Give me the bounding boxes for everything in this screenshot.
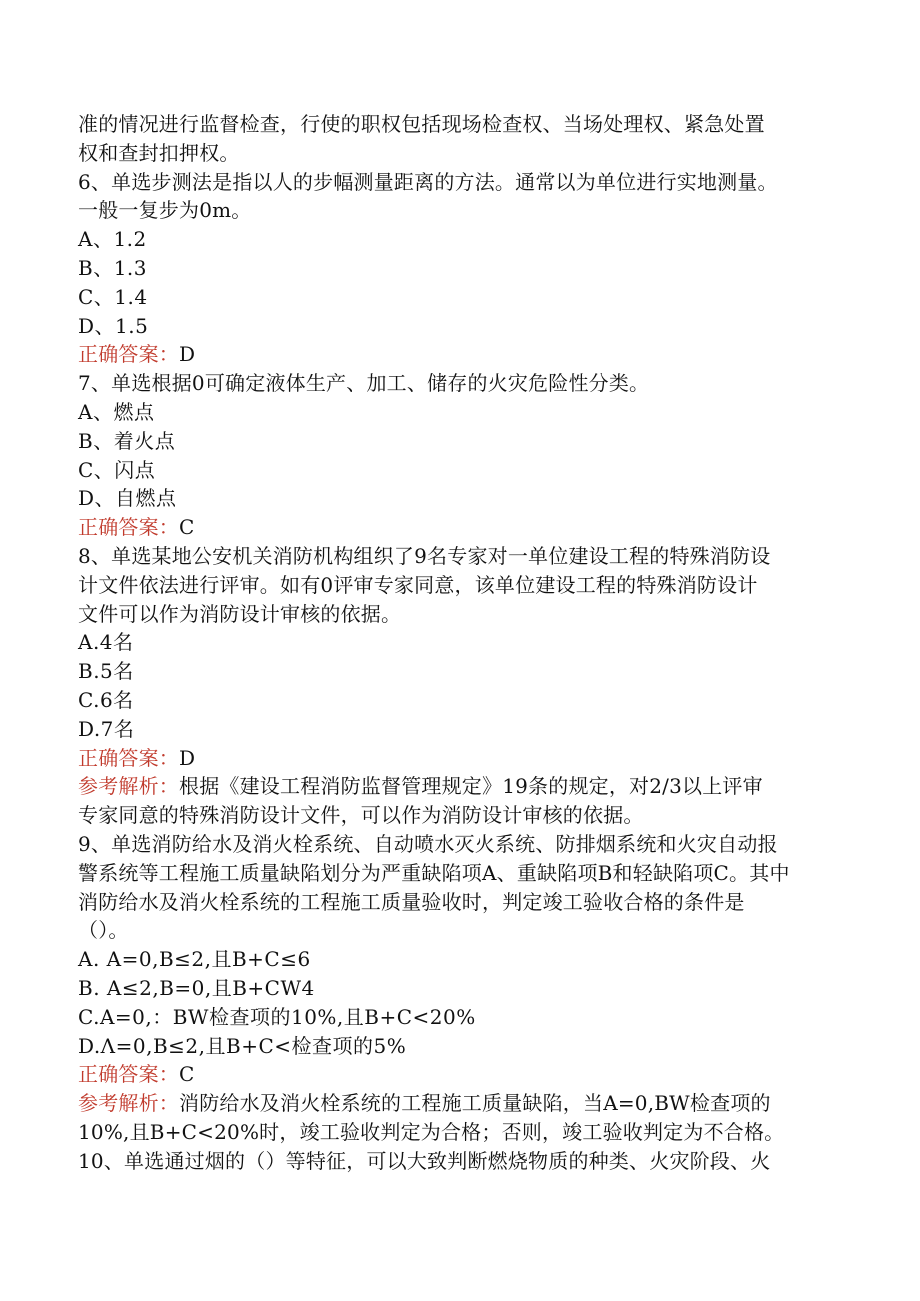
- question-6-option-a: A、1.2: [78, 227, 147, 252]
- question-9-stem: 警系统等工程施工质量缺陷划分为严重缺陷项A、重缺陷项B和轻缺陷项C。其中: [78, 860, 790, 885]
- question-8-analysis: 专家同意的特殊消防设计文件，可以作为消防设计审核的依据。: [78, 803, 644, 828]
- question-10-stem: 10、单选通过烟的（）等特征，可以大致判断燃烧物质的种类、火灾阶段、火: [78, 1148, 771, 1173]
- question-6-option-c: C、1.4: [78, 284, 148, 309]
- question-8-option-a: A.4名: [78, 630, 134, 655]
- question-8-stem: 8、单选某地公安机关消防机构组织了9名专家对一单位建设工程的特殊消防设: [78, 543, 771, 568]
- question-9-stem: 消防给水及消火栓系统的工程施工质量验收时，判定竣工验收合格的条件是: [78, 889, 745, 914]
- analysis-text: 消防给水及消火栓系统的工程施工质量缺陷，当A=0,BW检查项的: [179, 1091, 771, 1116]
- answer-value: C: [179, 1062, 195, 1087]
- question-6-stem: 一般一复步为0m。: [78, 198, 252, 223]
- analysis-label: 参考解析：: [78, 1091, 179, 1116]
- question-7-answer: [78, 513, 848, 542]
- answer-value: C: [179, 515, 195, 540]
- intro-line: 准的情况进行监督检查，行使的职权包括现场检查权、当场处理权、紧急处置: [78, 112, 765, 136]
- question-8-answer: [78, 744, 848, 773]
- analysis-label: 参考解析：: [78, 774, 179, 799]
- question-8-option-d: D.7名: [78, 716, 135, 741]
- question-9-stem: （）。: [78, 918, 129, 943]
- question-7-stem: 7、单选根据0可确定液体生产、加工、储存的火灾危险性分类。: [78, 371, 650, 396]
- question-9-option-b: B. A≤2,B=0,且B+CW4: [78, 975, 315, 1000]
- question-9-answer: [78, 1060, 848, 1089]
- answer-label: 正确答案：: [78, 342, 179, 367]
- document-page: [78, 110, 848, 1175]
- question-9-option-a: A. A=0,B≤2,且B+C≤6: [78, 947, 311, 972]
- question-7-option-c: C、闪点: [78, 457, 156, 482]
- question-6-option-d: D、1.5: [78, 313, 149, 338]
- answer-label: 正确答案：: [78, 745, 179, 770]
- question-8-option-c: C.6名: [78, 687, 134, 712]
- question-7-option-d: D、自燃点: [78, 486, 177, 511]
- question-9-stem: 9、单选消防给水及消火栓系统、自动喷水灭火系统、防排烟系统和火灾自动报: [78, 831, 778, 856]
- question-8-stem: 文件可以作为消防设计审核的依据。: [78, 601, 402, 626]
- question-6-option-b: B、1.3: [78, 255, 148, 280]
- question-8-stem: 计文件依法进行评审。如有0评审专家同意，该单位建设工程的特殊消防设计: [78, 572, 758, 597]
- question-9-analysis: [78, 1089, 848, 1118]
- question-8-option-b: B.5名: [78, 659, 134, 684]
- question-9-option-c: C.A=0,：BW检查项的10%,且B+C<20%: [78, 1004, 476, 1029]
- answer-label: 正确答案：: [78, 1062, 179, 1087]
- answer-value: D: [179, 342, 196, 367]
- question-6-answer: [78, 340, 848, 369]
- question-9-analysis: 10%,且B+C<20%时，竣工验收判定为合格；否则，竣工验收判定为不合格。: [78, 1119, 785, 1144]
- question-8-analysis: [78, 772, 848, 801]
- analysis-text: 根据《建设工程消防监督管理规定》19条的规定，对2/3以上评审: [179, 774, 763, 799]
- question-7-option-a: A、燃点: [78, 399, 155, 424]
- intro-line: 权和查封扣押权。: [78, 140, 240, 165]
- answer-value: D: [179, 745, 196, 770]
- question-6-stem: 6、单选步测法是指以人的步幅测量距离的方法。通常以为单位进行实地测量。: [78, 169, 778, 194]
- question-9-option-d: D.Λ=0,B≤2,且B+C<检查项的5%: [78, 1033, 407, 1058]
- answer-label: 正确答案：: [78, 515, 179, 540]
- question-7-option-b: B、着火点: [78, 428, 176, 453]
